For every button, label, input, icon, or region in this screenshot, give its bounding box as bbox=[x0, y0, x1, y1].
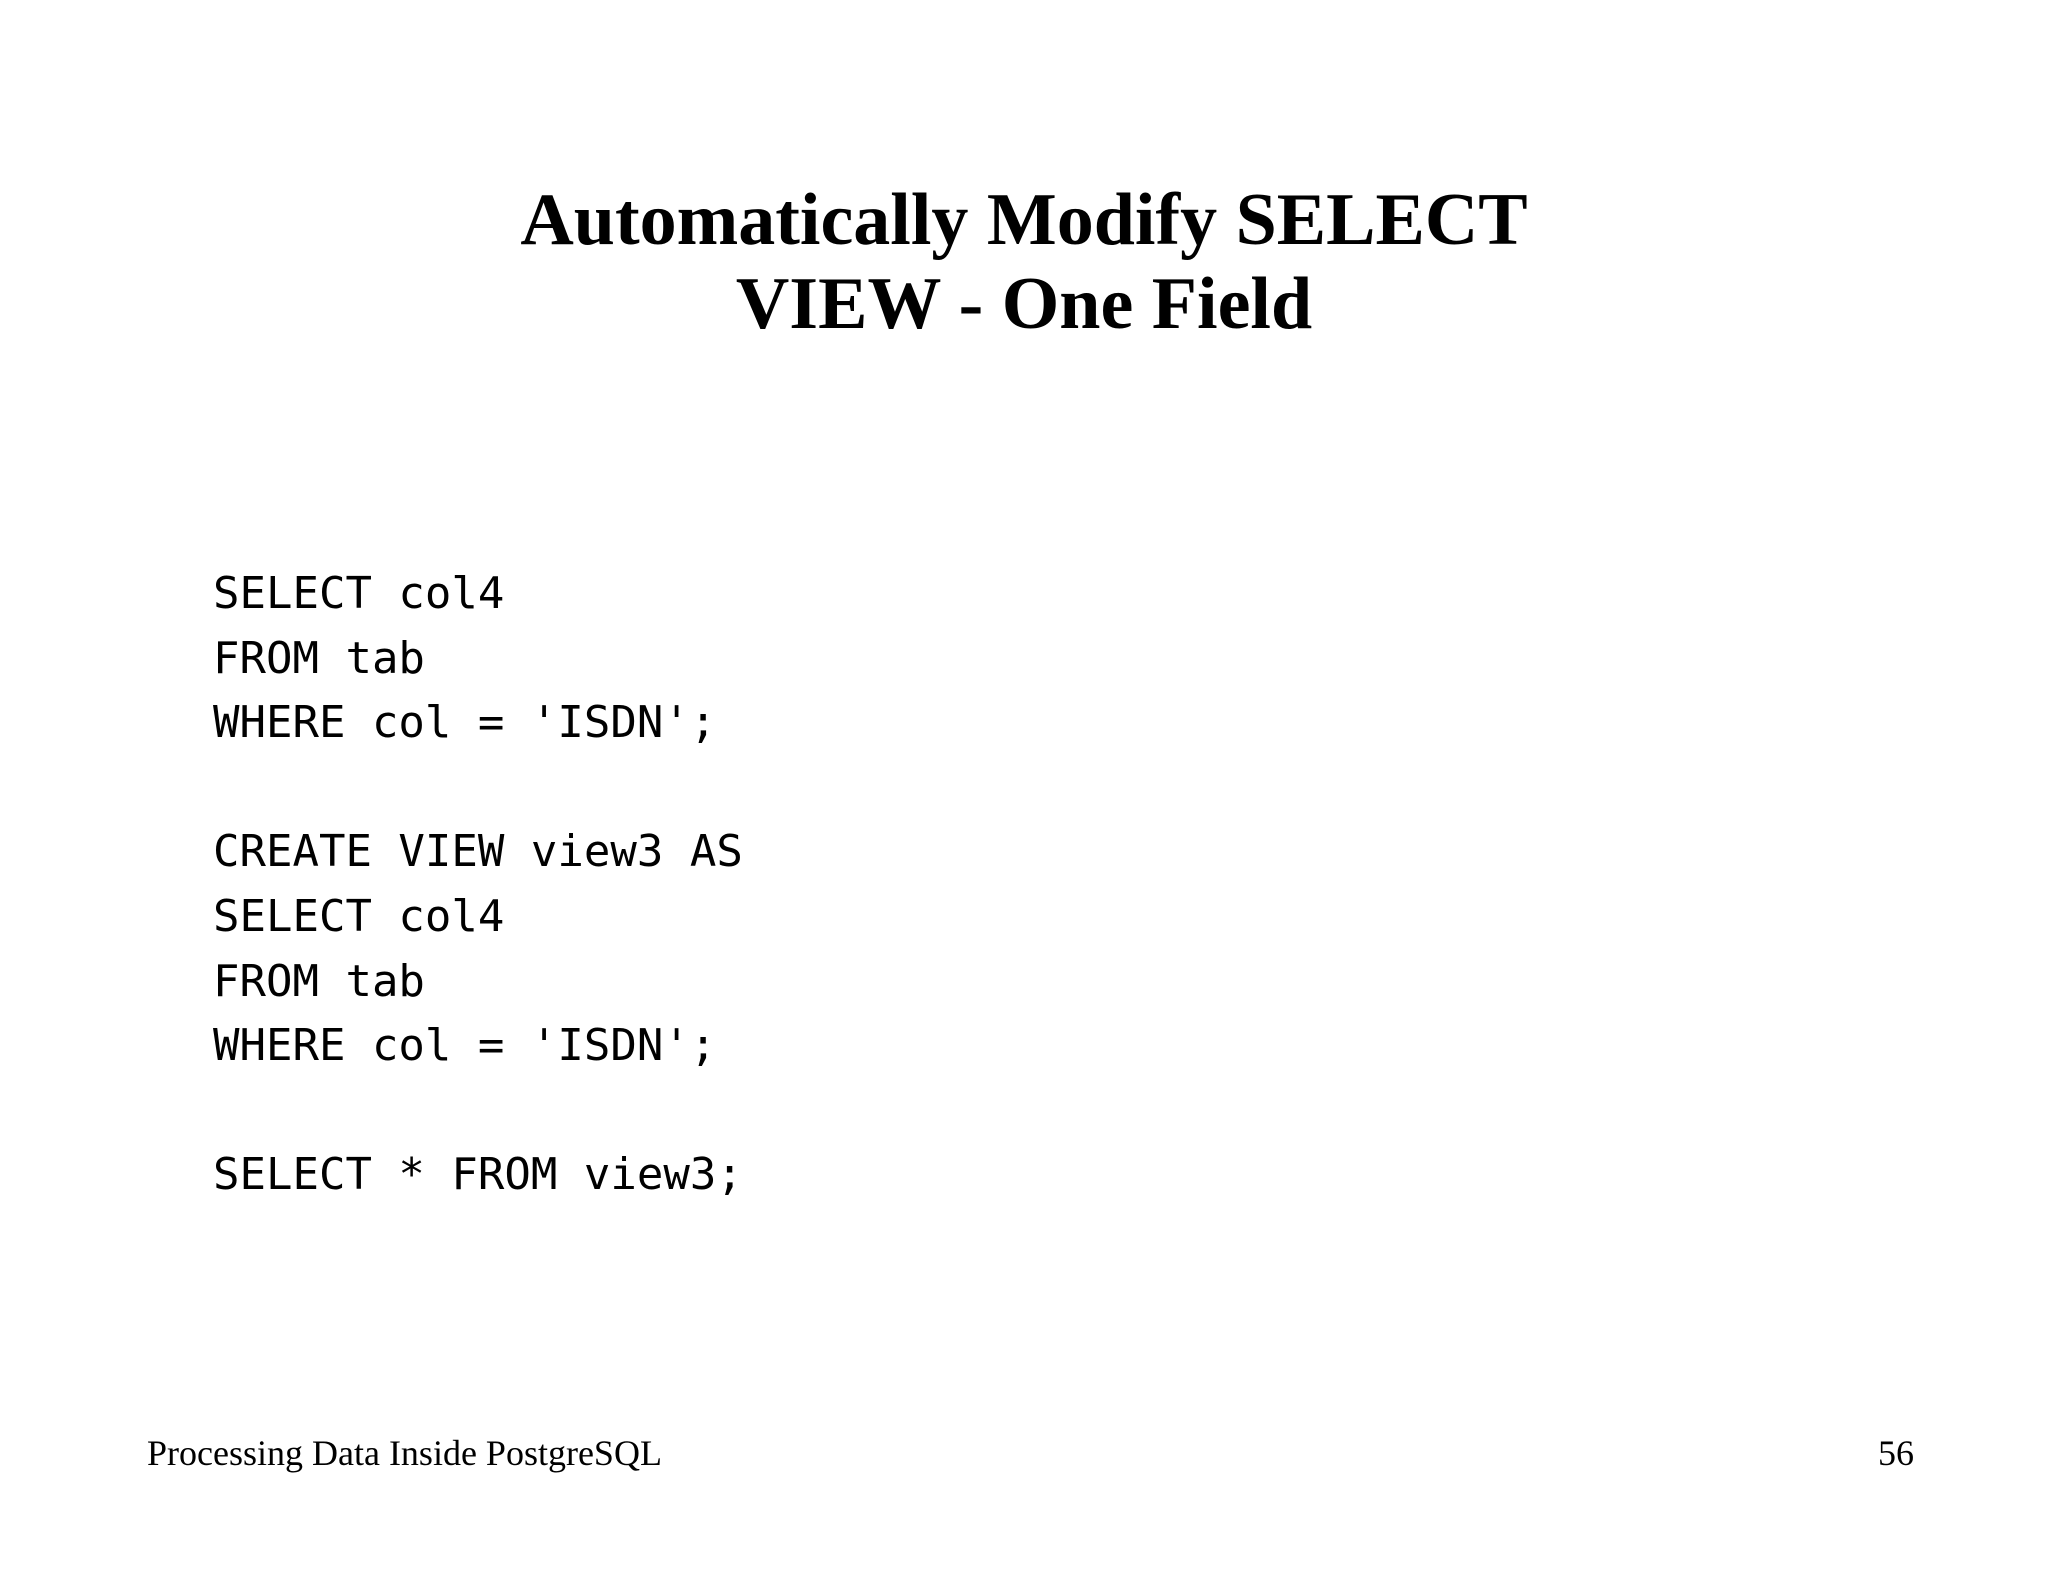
code-line-5: CREATE VIEW view3 AS bbox=[213, 826, 743, 878]
code-line-10: SELECT * FROM view3; bbox=[213, 1149, 743, 1201]
slide-title-line-1: Automatically Modify SELECT bbox=[520, 179, 1528, 261]
sql-code-block bbox=[213, 562, 743, 1208]
page-number: 56 bbox=[1878, 1433, 1914, 1473]
code-line-6: SELECT col4 bbox=[213, 890, 505, 942]
code-line-2: FROM tab bbox=[213, 632, 425, 684]
code-line-7: FROM tab bbox=[213, 955, 425, 1007]
code-line-1: SELECT col4 bbox=[213, 568, 505, 619]
code-line-8: WHERE col = 'ISDN'; bbox=[213, 1020, 717, 1072]
footer-text: Processing Data Inside PostgreSQL bbox=[147, 1433, 662, 1473]
code-line-blank-2 bbox=[213, 1079, 743, 1144]
slide-title-line-2: VIEW - One Field bbox=[735, 263, 1313, 345]
code-line-3: WHERE col = 'ISDN'; bbox=[213, 697, 717, 749]
slide-title bbox=[0, 178, 2048, 346]
code-line-blank-1 bbox=[213, 756, 743, 821]
